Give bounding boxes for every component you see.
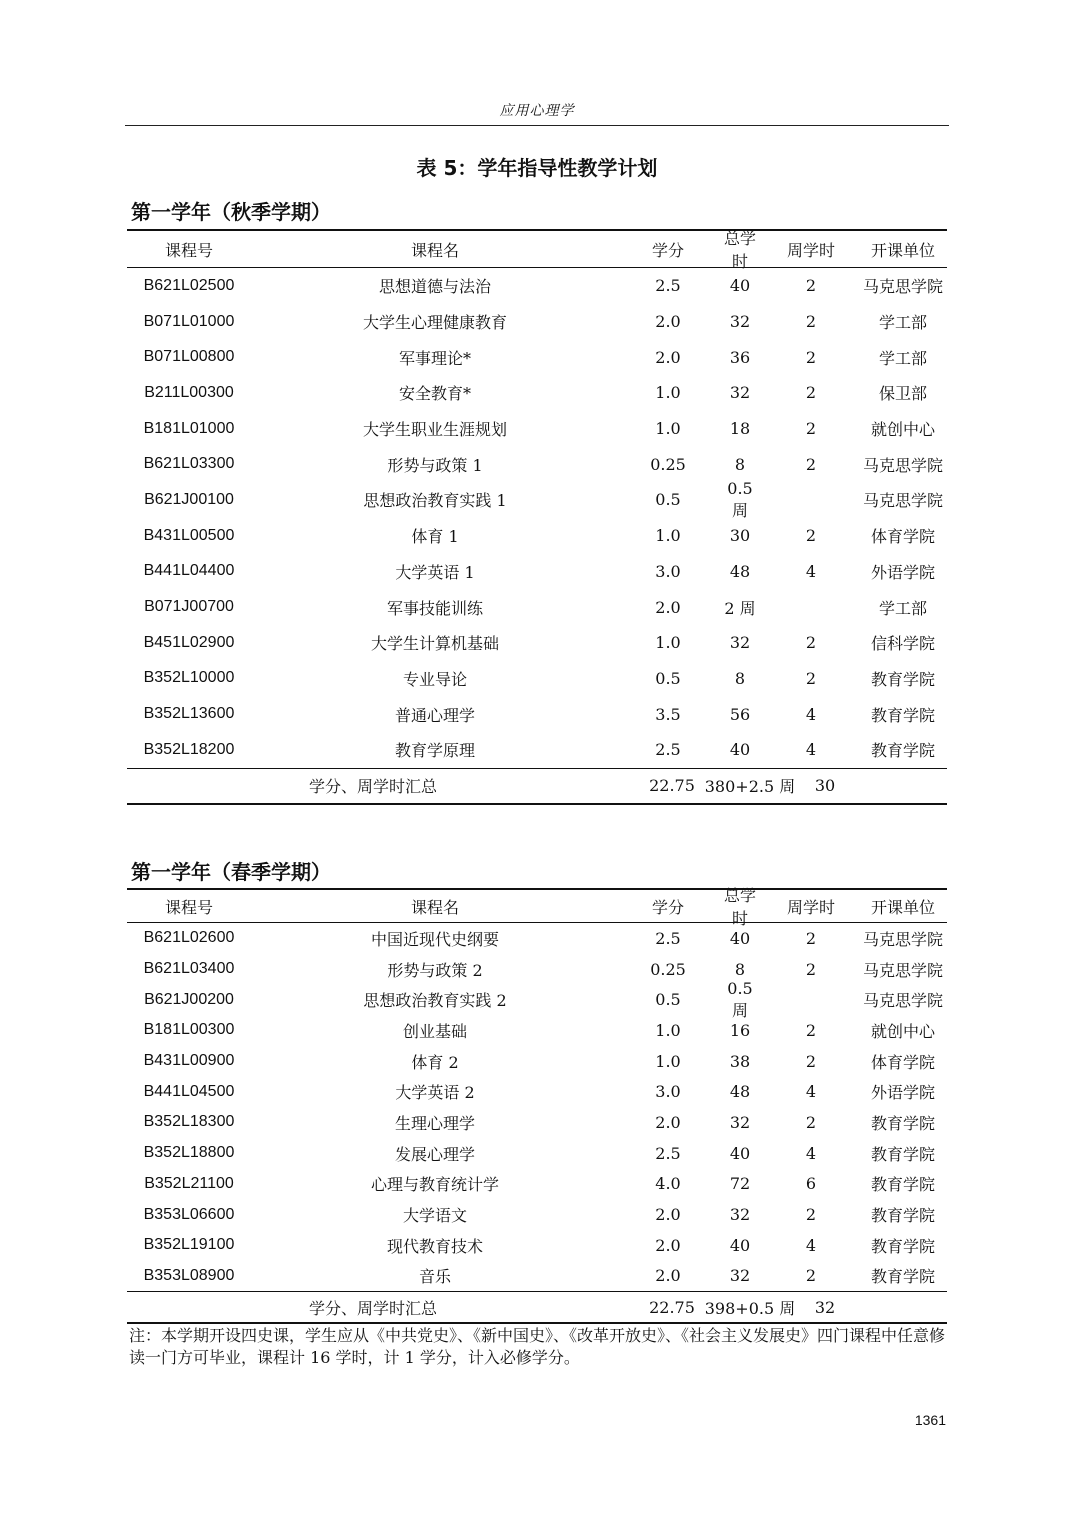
weekly-hours-cell: 2 (805, 928, 817, 948)
summary-label: 学分、周学时汇总 (308, 1298, 437, 1318)
page-number: 1361 (914, 1412, 946, 1428)
credits-cell: 2.5 (655, 1143, 681, 1163)
weekly-hours-cell: 2 (805, 1051, 817, 1071)
course-code-cell: B181L00300 (143, 1021, 235, 1039)
department-cell: 马克思学院 (862, 277, 943, 297)
course-name-cell: 大学英语 2 (395, 1083, 475, 1103)
course-code-cell: B353L06600 (143, 1205, 235, 1223)
course-name-cell: 体育 2 (411, 1052, 459, 1072)
weekly-hours-cell: 4 (805, 704, 817, 724)
credits-cell: 2.5 (655, 740, 681, 760)
total-hours-cell: 72 (729, 1174, 751, 1194)
course-name-cell: 大学语文 (402, 1206, 467, 1226)
table-row (127, 411, 947, 447)
course-name-cell: 心理与教育统计学 (370, 1175, 499, 1195)
summary-row (127, 1291, 947, 1324)
course-code-cell: B352L19100 (143, 1236, 235, 1254)
department-cell: 外语学院 (870, 1083, 935, 1103)
course-code-cell: B621L02500 (143, 276, 235, 294)
total-hours-cell: 32 (729, 1112, 751, 1132)
table-header-row (127, 229, 947, 271)
department-cell: 教育学院 (870, 1206, 935, 1226)
total-hours-cell: 40 (729, 276, 751, 296)
credits-cell: 2.0 (655, 1112, 681, 1132)
course-name-cell: 思想道德与法治 (378, 277, 491, 297)
weekly-hours-cell: 4 (805, 740, 817, 760)
table-row (127, 1076, 947, 1107)
course-code-cell: B621L02600 (143, 929, 235, 947)
course-code-cell: B621J00100 (144, 490, 234, 508)
weekly-hours-cell: 4 (805, 1082, 817, 1102)
course-code-cell: B211L00300 (144, 383, 234, 401)
course-name-cell: 军事技能训练 (386, 598, 483, 618)
weekly-hours-cell: 2 (805, 276, 817, 296)
summary-weekly: 30 (814, 776, 836, 796)
header-department: 开课单位 (870, 897, 935, 917)
credits-cell: 1.0 (655, 526, 681, 546)
table-row (127, 1169, 947, 1200)
department-cell: 保卫部 (878, 384, 927, 404)
course-code-cell: B431L00500 (143, 526, 235, 544)
total-hours-cell: 8 (734, 454, 746, 474)
course-name-cell: 教育学原理 (394, 741, 475, 761)
total-hours-cell: 48 (729, 561, 751, 581)
credits-cell: 0.25 (650, 959, 686, 979)
total-hours-cell: 18 (729, 419, 751, 439)
weekly-hours-cell: 2 (805, 526, 817, 546)
department-cell: 就创中心 (870, 1021, 935, 1041)
course-code-cell: B352L18300 (143, 1113, 235, 1131)
total-hours-cell: 38 (729, 1051, 751, 1071)
course-code-cell: B071L01000 (143, 312, 235, 330)
course-name-cell: 专业导论 (402, 669, 467, 689)
table-row (127, 625, 947, 661)
weekly-hours-cell: 4 (805, 561, 817, 581)
total-hours-cell: 40 (729, 928, 751, 948)
weekly-hours-cell: 4 (805, 1235, 817, 1255)
table-row (127, 375, 947, 411)
credits-cell: 3.5 (655, 704, 681, 724)
weekly-hours-cell: 2 (805, 633, 817, 653)
total-hours-cell: 0.5 周 (727, 978, 753, 1020)
department-cell: 信科学院 (870, 634, 935, 654)
table-row (127, 978, 947, 1020)
table-row (127, 1138, 947, 1169)
total-hours-cell: 40 (729, 1235, 751, 1255)
total-hours-cell: 32 (729, 1266, 751, 1286)
department-cell: 马克思学院 (862, 960, 943, 980)
table-row (127, 1107, 947, 1138)
table-header-row (127, 886, 947, 928)
total-hours-cell: 8 (734, 668, 746, 688)
credits-cell: 0.5 (655, 668, 681, 688)
weekly-hours-cell: 2 (805, 312, 817, 332)
department-cell: 教育学院 (870, 1236, 935, 1256)
footnote: 注：本学期开设四史课，学生应从《中共党史》、《新中国史》、《改革开放史》、《社会主义发展史》四门课程中任意修读一门方可毕业，课程计 16 学时，计 1 学分，计入必修学分。 (129, 1326, 946, 1367)
credits-cell: 1.0 (655, 419, 681, 439)
header-credits: 学分 (651, 240, 684, 260)
weekly-hours-cell: 2 (805, 1205, 817, 1225)
header-credits: 学分 (651, 897, 684, 917)
course-name-cell: 现代教育技术 (386, 1236, 483, 1256)
course-name-cell: 大学生心理健康教育 (362, 313, 507, 333)
table-row (127, 478, 947, 520)
header-rule (125, 125, 949, 126)
header-course-name: 课程名 (410, 240, 459, 260)
total-hours-cell: 36 (729, 347, 751, 367)
department-cell: 体育学院 (870, 1052, 935, 1072)
total-hours-cell: 8 (734, 959, 746, 979)
table-row (127, 518, 947, 554)
course-code-cell: B352L21100 (144, 1174, 234, 1192)
course-name-cell: 音乐 (418, 1267, 451, 1287)
course-name-cell: 形势与政策 2 (387, 960, 483, 980)
credits-cell: 2.0 (655, 347, 681, 367)
department-cell: 外语学院 (870, 562, 935, 582)
department-cell: 马克思学院 (862, 929, 943, 949)
header-weekly-hours: 周学时 (786, 897, 835, 917)
credits-cell: 2.5 (655, 928, 681, 948)
course-code-cell: B441L04400 (143, 562, 235, 580)
course-name-cell: 生理心理学 (394, 1113, 475, 1133)
header-department: 开课单位 (870, 240, 935, 260)
plan-table-autumn (127, 229, 947, 805)
weekly-hours-cell: 2 (805, 959, 817, 979)
course-code-cell: B352L10000 (143, 669, 235, 687)
table-row (127, 954, 947, 985)
department-cell: 教育学院 (870, 669, 935, 689)
course-code-cell: B621L03400 (143, 960, 235, 978)
course-code-cell: B181L01000 (143, 419, 235, 437)
total-hours-cell: 0.5 周 (727, 478, 753, 520)
weekly-hours-cell: 2 (805, 347, 817, 367)
credits-cell: 2.0 (655, 312, 681, 332)
course-name-cell: 大学生计算机基础 (370, 634, 499, 654)
total-hours-cell: 48 (729, 1082, 751, 1102)
total-hours-cell: 32 (729, 383, 751, 403)
department-cell: 教育学院 (870, 705, 935, 725)
header-course-code: 课程号 (164, 240, 213, 260)
table-row (127, 446, 947, 482)
course-name-cell: 创业基础 (402, 1021, 467, 1041)
summary-hours: 380+2.5 周 (704, 777, 796, 797)
weekly-hours-cell: 2 (805, 419, 817, 439)
weekly-hours-cell: 2 (805, 383, 817, 403)
running-header: 应用心理学 (499, 103, 575, 119)
course-name-cell: 大学生职业生涯规划 (362, 420, 507, 440)
course-code-cell: B352L18200 (143, 740, 235, 758)
total-hours-cell: 32 (729, 633, 751, 653)
weekly-hours-cell: 2 (805, 668, 817, 688)
course-name-cell: 普通心理学 (394, 705, 475, 725)
course-code-cell: B451L02900 (143, 633, 235, 651)
table-row (127, 661, 947, 697)
course-name-cell: 发展心理学 (394, 1144, 475, 1164)
department-cell: 教育学院 (870, 1175, 935, 1195)
weekly-hours-cell: 2 (805, 454, 817, 474)
total-hours-cell: 30 (729, 526, 751, 546)
course-code-cell: B621L03300 (143, 455, 235, 473)
plan-table-spring (127, 888, 947, 1324)
summary-credits: 22.75 (649, 1297, 695, 1317)
course-name-cell: 形势与政策 1 (387, 455, 483, 475)
credits-cell: 1.0 (655, 1020, 681, 1040)
total-hours-cell: 32 (729, 312, 751, 332)
credits-cell: 2.0 (655, 597, 681, 617)
course-name-cell: 安全教育* (398, 384, 471, 404)
section-title-autumn: 第一学年（秋季学期） (131, 200, 331, 224)
weekly-hours-cell: 2 (805, 1112, 817, 1132)
table-row (127, 923, 947, 954)
department-cell: 教育学院 (870, 1113, 935, 1133)
course-code-cell: B353L08900 (143, 1266, 235, 1284)
table-row (127, 1015, 947, 1046)
credits-cell: 2.0 (655, 1235, 681, 1255)
total-hours-cell: 32 (729, 1205, 751, 1225)
department-cell: 教育学院 (870, 1144, 935, 1164)
department-cell: 学工部 (878, 313, 927, 333)
total-hours-cell: 56 (729, 704, 751, 724)
course-name-cell: 中国近现代史纲要 (370, 929, 499, 949)
credits-cell: 0.5 (655, 490, 681, 510)
credits-cell: 3.0 (655, 1082, 681, 1102)
credits-cell: 0.25 (650, 454, 686, 474)
course-code-cell: B071L00800 (143, 348, 235, 366)
department-cell: 教育学院 (870, 741, 935, 761)
course-code-cell: B441L04500 (143, 1082, 235, 1100)
department-cell: 学工部 (878, 598, 927, 618)
table-row (127, 696, 947, 732)
course-name-cell: 大学英语 1 (395, 562, 475, 582)
department-cell: 学工部 (878, 348, 927, 368)
course-name-cell: 体育 1 (411, 527, 459, 547)
course-name-cell: 思想政治教育实践 1 (363, 491, 507, 511)
course-code-cell: B071J00700 (144, 598, 234, 616)
department-cell: 体育学院 (870, 527, 935, 547)
total-hours-cell: 2 周 (724, 598, 756, 618)
course-name-cell: 思想政治教育实践 2 (363, 991, 507, 1011)
department-cell: 就创中心 (870, 420, 935, 440)
credits-cell: 1.0 (655, 383, 681, 403)
credits-cell: 0.5 (655, 990, 681, 1010)
table-title: 表 5：学年指导性教学计划 (416, 156, 658, 180)
course-code-cell: B352L13600 (143, 705, 235, 723)
total-hours-cell: 40 (729, 740, 751, 760)
department-cell: 教育学院 (870, 1267, 935, 1287)
summary-label: 学分、周学时汇总 (308, 777, 437, 797)
course-code-cell: B431L00900 (143, 1052, 235, 1070)
table-row (127, 268, 947, 304)
department-cell: 马克思学院 (862, 491, 943, 511)
department-cell: 马克思学院 (862, 455, 943, 475)
header-weekly-hours: 周学时 (786, 240, 835, 260)
header-total-hours: 总学时 (723, 886, 756, 928)
section-title-spring: 第一学年（春季学期） (131, 860, 331, 884)
summary-hours: 398+0.5 周 (704, 1298, 796, 1318)
credits-cell: 1.0 (655, 633, 681, 653)
credits-cell: 2.0 (655, 1266, 681, 1286)
course-code-cell: B621J00200 (144, 990, 234, 1008)
total-hours-cell: 40 (729, 1143, 751, 1163)
credits-cell: 2.5 (655, 276, 681, 296)
course-code-cell: B352L18800 (143, 1144, 235, 1162)
header-course-code: 课程号 (164, 897, 213, 917)
weekly-hours-cell: 2 (805, 1020, 817, 1040)
table-row (127, 554, 947, 590)
table-row (127, 1199, 947, 1230)
weekly-hours-cell: 2 (805, 1266, 817, 1286)
credits-cell: 4.0 (655, 1174, 681, 1194)
credits-cell: 3.0 (655, 561, 681, 581)
summary-weekly: 32 (814, 1297, 836, 1317)
credits-cell: 1.0 (655, 1051, 681, 1071)
table-row (127, 1230, 947, 1261)
weekly-hours-cell: 6 (805, 1174, 817, 1194)
header-total-hours: 总学时 (723, 229, 756, 271)
weekly-hours-cell: 4 (805, 1143, 817, 1163)
summary-credits: 22.75 (649, 776, 695, 796)
table-row (127, 732, 947, 768)
table-row (127, 304, 947, 340)
table-row (127, 339, 947, 375)
course-name-cell: 军事理论* (398, 348, 471, 368)
header-course-name: 课程名 (410, 897, 459, 917)
total-hours-cell: 16 (729, 1020, 751, 1040)
table-row (127, 589, 947, 625)
department-cell: 马克思学院 (862, 991, 943, 1011)
table-row (127, 1046, 947, 1077)
table-row (127, 1261, 947, 1292)
credits-cell: 2.0 (655, 1205, 681, 1225)
summary-row (127, 768, 947, 805)
